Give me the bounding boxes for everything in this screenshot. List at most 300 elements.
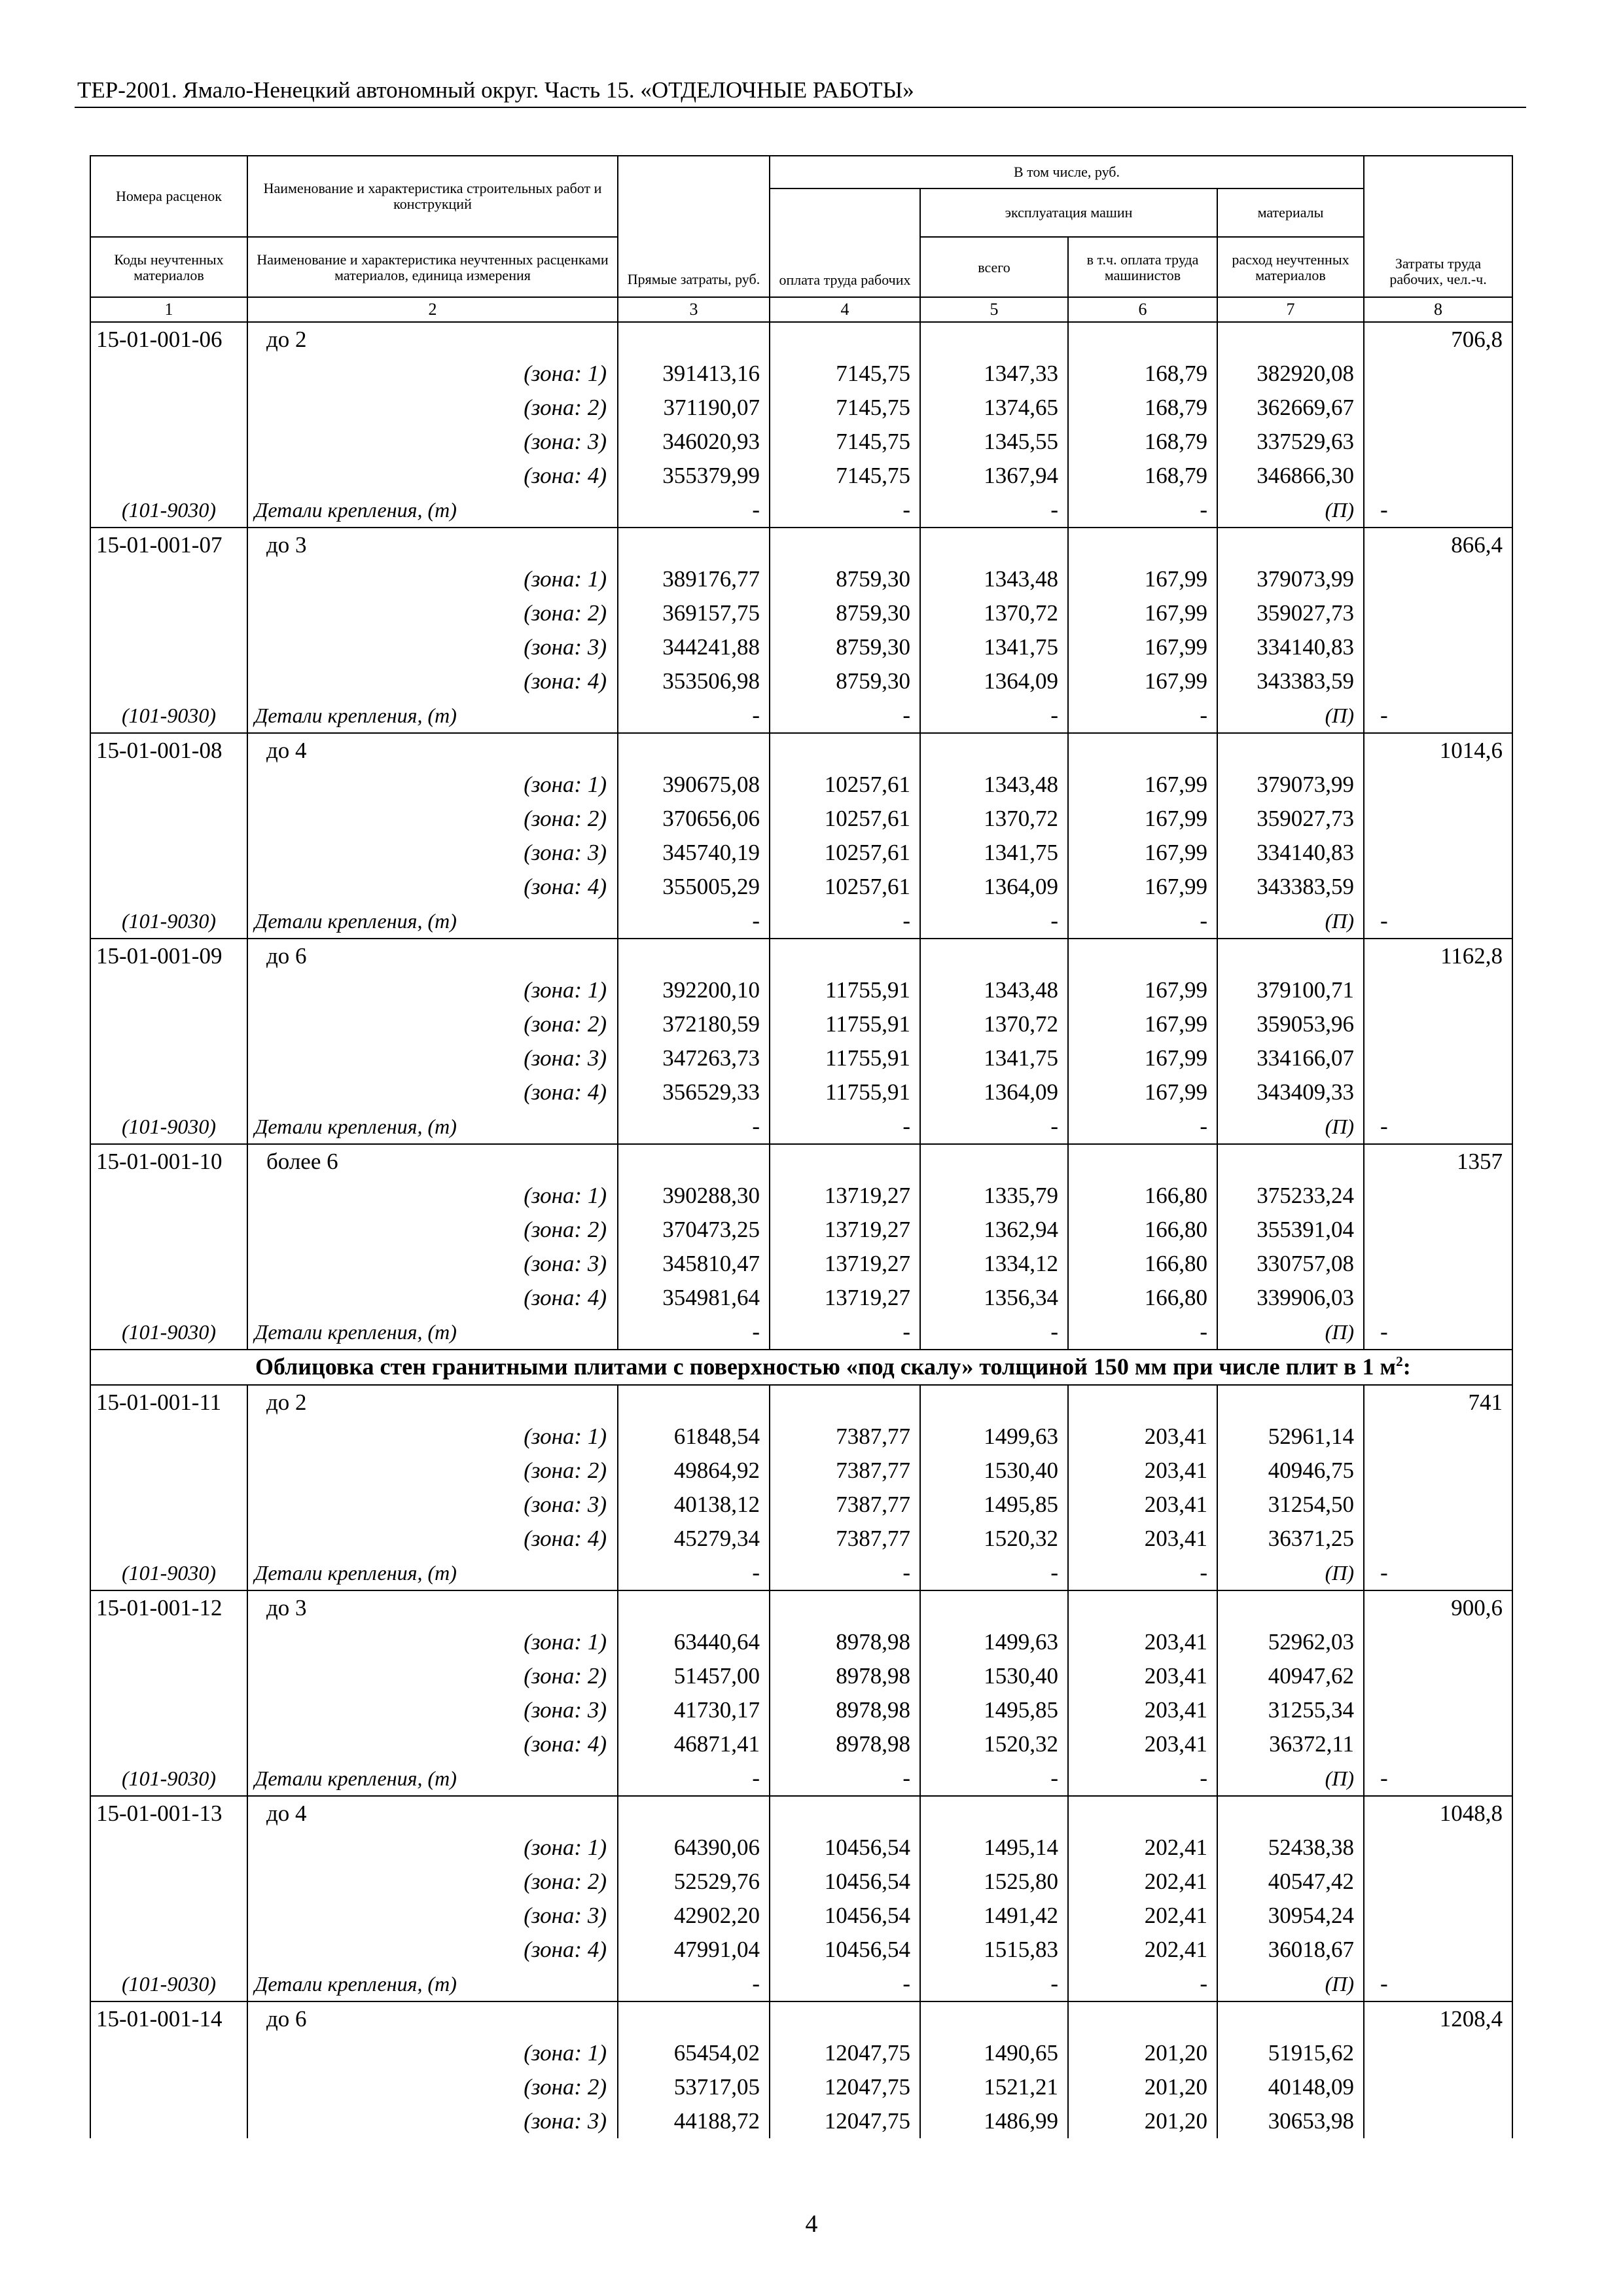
empty-cell: [90, 1007, 247, 1041]
zone-row: [90, 802, 1512, 836]
direct-cost: 355379,99: [618, 459, 770, 493]
empty-cell: [618, 1590, 770, 1625]
empty-cell: [1217, 1590, 1364, 1625]
zone-row: [90, 1041, 1512, 1075]
machinist-wages: 167,99: [1068, 630, 1217, 664]
machinist-wages: 167,99: [1068, 1041, 1217, 1075]
material-dash: -: [1068, 1109, 1217, 1144]
machine-total: 1520,32: [920, 1522, 1068, 1556]
worker-wages: 13719,27: [770, 1247, 920, 1281]
zone-label: (зона: 4): [247, 459, 618, 493]
material-row: [90, 493, 1512, 528]
zone-row: [90, 2070, 1512, 2104]
col-number: 5: [920, 297, 1068, 322]
empty-cell: [90, 2104, 247, 2138]
empty-cell: [618, 2001, 770, 2036]
col-number: 7: [1217, 297, 1364, 322]
rate-row: [90, 528, 1512, 562]
material-p: (П): [1217, 904, 1364, 939]
materials-cost: 337529,63: [1217, 425, 1364, 459]
rate-row: [90, 322, 1512, 357]
empty-cell: [1217, 322, 1364, 357]
worker-wages: 7387,77: [770, 1454, 920, 1488]
direct-cost: 371190,07: [618, 391, 770, 425]
empty-cell: [1364, 768, 1512, 802]
machine-total: 1364,09: [920, 664, 1068, 698]
materials-cost: 382920,08: [1217, 357, 1364, 391]
materials-cost: 355391,04: [1217, 1213, 1364, 1247]
zone-label: (зона: 2): [247, 2070, 618, 2104]
zone-label: (зона: 3): [247, 425, 618, 459]
direct-cost: 370656,06: [618, 802, 770, 836]
empty-cell: [920, 2001, 1068, 2036]
zone-row: [90, 1007, 1512, 1041]
zone-row: [90, 1625, 1512, 1659]
machinist-wages: 166,80: [1068, 1247, 1217, 1281]
zone-label: (зона: 3): [247, 1899, 618, 1933]
machine-total: 1343,48: [920, 562, 1068, 596]
zone-row: [90, 562, 1512, 596]
machine-total: 1362,94: [920, 1213, 1068, 1247]
empty-cell: [90, 1693, 247, 1727]
zone-row: [90, 596, 1512, 630]
col5-header: всего: [920, 237, 1068, 297]
empty-cell: [1364, 1075, 1512, 1109]
materials-cost: 36018,67: [1217, 1933, 1364, 1967]
direct-cost: 47991,04: [618, 1933, 770, 1967]
machine-total: 1345,55: [920, 425, 1068, 459]
machine-total: 1347,33: [920, 357, 1068, 391]
empty-cell: [920, 1144, 1068, 1179]
material-dash: -: [618, 1109, 770, 1144]
empty-cell: [1364, 630, 1512, 664]
empty-cell: [90, 562, 247, 596]
machine-total: 1343,48: [920, 973, 1068, 1007]
worker-wages: 10257,61: [770, 802, 920, 836]
empty-cell: [90, 2070, 247, 2104]
machine-total: 1486,99: [920, 2104, 1068, 2138]
zone-row: [90, 1488, 1512, 1522]
empty-cell: [920, 1796, 1068, 1831]
empty-cell: [90, 1831, 247, 1865]
worker-wages: 10456,54: [770, 1899, 920, 1933]
material-dash: -: [1068, 1315, 1217, 1350]
empty-cell: [1217, 528, 1364, 562]
machinist-wages: 167,99: [1068, 768, 1217, 802]
worker-wages: 11755,91: [770, 973, 920, 1007]
empty-cell: [1364, 973, 1512, 1007]
zone-label: (зона: 3): [247, 1041, 618, 1075]
zone-row: [90, 1831, 1512, 1865]
materials-cost: 359053,96: [1217, 1007, 1364, 1041]
empty-cell: [1068, 1796, 1217, 1831]
material-dash: -: [770, 904, 920, 939]
worker-wages: 10257,61: [770, 836, 920, 870]
zone-label: (зона: 2): [247, 1213, 618, 1247]
empty-cell: [1364, 1522, 1512, 1556]
materials-cost: 346866,30: [1217, 459, 1364, 493]
material-dash: -: [920, 1109, 1068, 1144]
empty-cell: [1364, 802, 1512, 836]
materials-cost: 36371,25: [1217, 1522, 1364, 1556]
empty-cell: [920, 1385, 1068, 1420]
labor-cost: 1048,8: [1364, 1796, 1512, 1831]
empty-cell: [1364, 1831, 1512, 1865]
empty-cell: [90, 1454, 247, 1488]
material-dash: -: [1068, 1761, 1217, 1796]
zone-row: [90, 1213, 1512, 1247]
materials-cost: 52438,38: [1217, 1831, 1364, 1865]
empty-cell: [1068, 322, 1217, 357]
worker-wages: 10257,61: [770, 870, 920, 904]
machinist-wages: 203,41: [1068, 1693, 1217, 1727]
material-dash: -: [1364, 698, 1512, 733]
material-dash: -: [920, 1315, 1068, 1350]
direct-cost: 346020,93: [618, 425, 770, 459]
material-code: (101-9030): [90, 1109, 247, 1144]
machine-total: 1530,40: [920, 1454, 1068, 1488]
table-body-part2: [90, 1385, 1512, 2138]
machine-total: 1370,72: [920, 1007, 1068, 1041]
material-dash: -: [618, 1761, 770, 1796]
rate-name: до 4: [247, 733, 618, 768]
empty-cell: [90, 630, 247, 664]
empty-cell: [1364, 1488, 1512, 1522]
worker-wages: 8978,98: [770, 1625, 920, 1659]
material-dash: -: [1068, 1967, 1217, 2001]
machinist-wages: 167,99: [1068, 870, 1217, 904]
empty-cell: [90, 1179, 247, 1213]
empty-cell: [618, 733, 770, 768]
empty-cell: [1364, 1693, 1512, 1727]
materials-cost: 334166,07: [1217, 1041, 1364, 1075]
rate-name: до 2: [247, 322, 618, 357]
material-dash: -: [770, 1315, 920, 1350]
materials-cost: 40547,42: [1217, 1865, 1364, 1899]
material-code: (101-9030): [90, 493, 247, 528]
worker-wages: 11755,91: [770, 1075, 920, 1109]
direct-cost: 40138,12: [618, 1488, 770, 1522]
labor-cost: 741: [1364, 1385, 1512, 1420]
machinist-wages: 167,99: [1068, 596, 1217, 630]
material-name: Детали крепления, (т): [247, 1967, 618, 2001]
empty-cell: [1364, 459, 1512, 493]
material-dash: -: [618, 493, 770, 528]
worker-wages: 13719,27: [770, 1281, 920, 1315]
materials-cost: 52961,14: [1217, 1420, 1364, 1454]
zone-label: (зона: 2): [247, 1007, 618, 1041]
materials-header: материалы: [1217, 188, 1364, 237]
direct-cost: 61848,54: [618, 1420, 770, 1454]
machine-total: 1374,65: [920, 391, 1068, 425]
worker-wages: 8759,30: [770, 664, 920, 698]
zone-row: [90, 1899, 1512, 1933]
empty-cell: [90, 1933, 247, 1967]
rate-name: до 3: [247, 1590, 618, 1625]
machinist-wages: 201,20: [1068, 2070, 1217, 2104]
empty-cell: [90, 2036, 247, 2070]
materials-cost: 40946,75: [1217, 1454, 1364, 1488]
direct-cost: 389176,77: [618, 562, 770, 596]
empty-cell: [618, 1385, 770, 1420]
machinist-wages: 203,41: [1068, 1522, 1217, 1556]
rate-code: 15-01-001-12: [90, 1590, 247, 1625]
empty-cell: [770, 528, 920, 562]
empty-cell: [90, 1041, 247, 1075]
materials-cost: 31255,34: [1217, 1693, 1364, 1727]
material-row: [90, 1556, 1512, 1590]
material-p: (П): [1217, 698, 1364, 733]
machinist-wages: 167,99: [1068, 802, 1217, 836]
zone-label: (зона: 4): [247, 1522, 618, 1556]
worker-wages: 10456,54: [770, 1831, 920, 1865]
machinist-wages: 203,41: [1068, 1454, 1217, 1488]
direct-cost: 65454,02: [618, 2036, 770, 2070]
header-rule: [75, 107, 1526, 108]
zone-label: (зона: 4): [247, 1933, 618, 1967]
empty-cell: [1364, 425, 1512, 459]
table-body-part1: [90, 322, 1512, 1350]
empty-cell: [1217, 1144, 1364, 1179]
empty-cell: [90, 425, 247, 459]
materials-cost: 51915,62: [1217, 2036, 1364, 2070]
material-p: (П): [1217, 1761, 1364, 1796]
zone-label: (зона: 1): [247, 973, 618, 1007]
direct-cost: 52529,76: [618, 1865, 770, 1899]
zone-row: [90, 836, 1512, 870]
col8-header: Затраты труда рабочих, чел.-ч.: [1364, 156, 1512, 297]
zone-label: (зона: 1): [247, 768, 618, 802]
empty-cell: [90, 802, 247, 836]
zone-row: [90, 2104, 1512, 2138]
col7-header: расход неучтенных материалов: [1217, 237, 1364, 297]
material-name: Детали крепления, (т): [247, 1556, 618, 1590]
section-title-sup: 2: [1395, 1354, 1403, 1369]
rate-row: [90, 1144, 1512, 1179]
worker-wages: 10456,54: [770, 1865, 920, 1899]
worker-wages: 8978,98: [770, 1693, 920, 1727]
empty-cell: [1364, 1865, 1512, 1899]
zone-label: (зона: 3): [247, 1247, 618, 1281]
empty-cell: [920, 1590, 1068, 1625]
worker-wages: 13719,27: [770, 1213, 920, 1247]
machinist-wages: 168,79: [1068, 391, 1217, 425]
machinist-wages: 168,79: [1068, 459, 1217, 493]
worker-wages: 8978,98: [770, 1727, 920, 1761]
zone-row: [90, 973, 1512, 1007]
material-dash: -: [1364, 1315, 1512, 1350]
empty-cell: [1364, 562, 1512, 596]
zone-row: [90, 1075, 1512, 1109]
empty-cell: [1068, 939, 1217, 973]
machinist-wages: 168,79: [1068, 425, 1217, 459]
empty-cell: [90, 664, 247, 698]
empty-cell: [920, 939, 1068, 973]
material-dash: -: [920, 493, 1068, 528]
empty-cell: [90, 1659, 247, 1693]
table-header: [90, 156, 1512, 322]
empty-cell: [90, 1522, 247, 1556]
zone-label: (зона: 1): [247, 1625, 618, 1659]
empty-cell: [1217, 2001, 1364, 2036]
material-dash: -: [920, 1556, 1068, 1590]
empty-cell: [1217, 1796, 1364, 1831]
empty-cell: [770, 1385, 920, 1420]
zone-label: (зона: 1): [247, 1831, 618, 1865]
rate-name: до 3: [247, 528, 618, 562]
empty-cell: [1364, 1281, 1512, 1315]
rate-name: до 6: [247, 939, 618, 973]
rate-row: [90, 939, 1512, 973]
empty-cell: [770, 2001, 920, 2036]
empty-cell: [770, 1590, 920, 1625]
col-number: 4: [770, 297, 920, 322]
material-name: Детали крепления, (т): [247, 698, 618, 733]
material-row: [90, 1109, 1512, 1144]
rate-code: 15-01-001-06: [90, 322, 247, 357]
empty-cell: [90, 596, 247, 630]
material-dash: -: [618, 904, 770, 939]
zone-row: [90, 459, 1512, 493]
labor-cost: 706,8: [1364, 322, 1512, 357]
empty-cell: [770, 322, 920, 357]
material-dash: -: [920, 904, 1068, 939]
machine-total: 1341,75: [920, 1041, 1068, 1075]
zone-label: (зона: 1): [247, 1420, 618, 1454]
empty-cell: [1364, 870, 1512, 904]
material-name: Детали крепления, (т): [247, 904, 618, 939]
material-dash: -: [1364, 1556, 1512, 1590]
material-code: (101-9030): [90, 1556, 247, 1590]
empty-cell: [90, 1899, 247, 1933]
rate-row: [90, 1385, 1512, 1420]
material-code: (101-9030): [90, 1967, 247, 2001]
materials-cost: 40148,09: [1217, 2070, 1364, 2104]
material-dash: -: [1068, 493, 1217, 528]
col-number: 8: [1364, 297, 1512, 322]
materials-cost: 30954,24: [1217, 1899, 1364, 1933]
direct-cost: 356529,33: [618, 1075, 770, 1109]
machinist-wages: 202,41: [1068, 1831, 1217, 1865]
empty-cell: [1217, 1385, 1364, 1420]
zone-label: (зона: 2): [247, 1454, 618, 1488]
material-dash: -: [770, 1967, 920, 2001]
worker-wages: 8759,30: [770, 596, 920, 630]
material-dash: -: [618, 1556, 770, 1590]
materials-cost: 339906,03: [1217, 1281, 1364, 1315]
machinist-wages: 203,41: [1068, 1727, 1217, 1761]
machinist-wages: 202,41: [1068, 1933, 1217, 1967]
direct-cost: 51457,00: [618, 1659, 770, 1693]
machinist-wages: 203,41: [1068, 1488, 1217, 1522]
material-row: [90, 1315, 1512, 1350]
direct-cost: 353506,98: [618, 664, 770, 698]
machine-total: 1515,83: [920, 1933, 1068, 1967]
machinist-wages: 201,20: [1068, 2036, 1217, 2070]
rate-row: [90, 1796, 1512, 1831]
zone-row: [90, 1865, 1512, 1899]
empty-cell: [618, 939, 770, 973]
empty-cell: [1364, 357, 1512, 391]
col-number: 1: [90, 297, 247, 322]
direct-cost: 64390,06: [618, 1831, 770, 1865]
worker-wages: 8759,30: [770, 630, 920, 664]
section-title-suffix: :: [1402, 1354, 1411, 1380]
rate-code: 15-01-001-14: [90, 2001, 247, 2036]
direct-cost: 63440,64: [618, 1625, 770, 1659]
direct-cost: 390288,30: [618, 1179, 770, 1213]
rate-code: 15-01-001-13: [90, 1796, 247, 1831]
machines-header: эксплуатация машин: [920, 188, 1217, 237]
zone-label: (зона: 3): [247, 1488, 618, 1522]
zone-row: [90, 1727, 1512, 1761]
empty-cell: [90, 836, 247, 870]
empty-cell: [1068, 1385, 1217, 1420]
material-dash: -: [1068, 1556, 1217, 1590]
empty-cell: [770, 1796, 920, 1831]
zone-label: (зона: 3): [247, 836, 618, 870]
col6-header: в т.ч. оплата труда машинистов: [1068, 237, 1217, 297]
zone-row: [90, 1247, 1512, 1281]
zone-row: [90, 1179, 1512, 1213]
col1-header-bottom: Коды неучтенных материалов: [90, 237, 247, 297]
rate-row: [90, 733, 1512, 768]
empty-cell: [770, 733, 920, 768]
empty-cell: [90, 1420, 247, 1454]
direct-cost: 345740,19: [618, 836, 770, 870]
worker-wages: 11755,91: [770, 1007, 920, 1041]
machine-total: 1491,42: [920, 1899, 1068, 1933]
direct-cost: 45279,34: [618, 1522, 770, 1556]
machine-total: 1364,09: [920, 1075, 1068, 1109]
empty-cell: [618, 1796, 770, 1831]
machinist-wages: 202,41: [1068, 1899, 1217, 1933]
material-dash: -: [1068, 904, 1217, 939]
worker-wages: 7145,75: [770, 391, 920, 425]
materials-cost: 30653,98: [1217, 2104, 1364, 2138]
zone-row: [90, 1522, 1512, 1556]
empty-cell: [1068, 2001, 1217, 2036]
material-name: Детали крепления, (т): [247, 493, 618, 528]
empty-cell: [90, 1865, 247, 1899]
group-header: В том числе, руб.: [770, 156, 1364, 188]
empty-cell: [618, 1144, 770, 1179]
section-title: [247, 1350, 1512, 1385]
machine-total: 1364,09: [920, 870, 1068, 904]
empty-cell: [770, 939, 920, 973]
zone-label: (зона: 2): [247, 802, 618, 836]
materials-cost: 362669,67: [1217, 391, 1364, 425]
zone-row: [90, 1281, 1512, 1315]
materials-cost: 334140,83: [1217, 630, 1364, 664]
direct-cost: 53717,05: [618, 2070, 770, 2104]
material-dash: -: [770, 698, 920, 733]
rate-name: до 4: [247, 1796, 618, 1831]
empty-cell: [1364, 1625, 1512, 1659]
col1-header-top: Номера расценок: [90, 156, 247, 237]
materials-cost: 375233,24: [1217, 1179, 1364, 1213]
empty-cell: [1364, 1213, 1512, 1247]
machine-total: 1370,72: [920, 596, 1068, 630]
zone-label: (зона: 4): [247, 1075, 618, 1109]
material-name: Детали крепления, (т): [247, 1109, 618, 1144]
empty-cell: [1364, 596, 1512, 630]
empty-cell: [1364, 1454, 1512, 1488]
empty-cell: [90, 870, 247, 904]
material-code: (101-9030): [90, 1315, 247, 1350]
material-dash: -: [1068, 698, 1217, 733]
material-dash: -: [1364, 1761, 1512, 1796]
